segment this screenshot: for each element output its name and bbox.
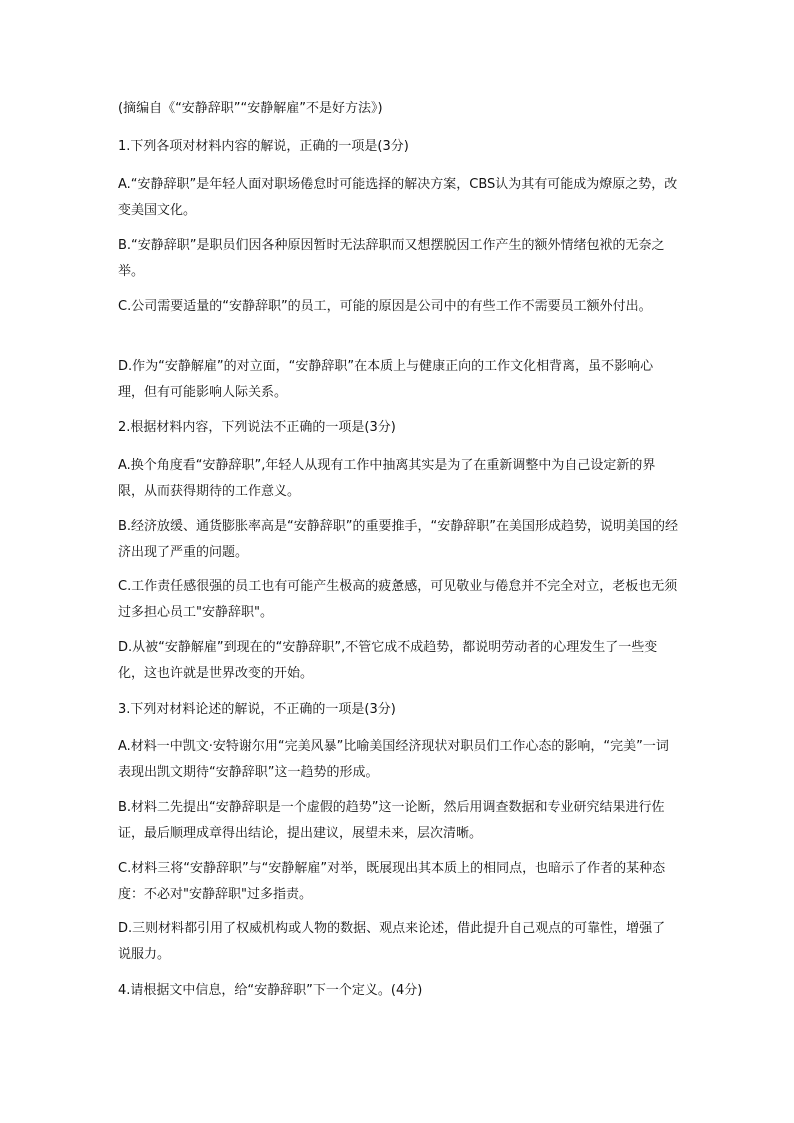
question-2-option-a: A.换个角度看“安静辞职”,年轻人从现有工作中抽离其实是为了在重新调整中为自己设定新的界限，从而获得期待的工作意义。 (118, 458, 656, 499)
question-3-option-c: C.材料三将“安静辞职”与“安静解雇”对举，既展现出其本质上的相同点，也暗示了作者的某种态度：不必对"安静辞职"过多指责。 (118, 861, 666, 902)
question-1-option-d: D.作为“安静解雇”的对立面，“安静辞职”在本质上与健康正向的工作文化相背离，虽不影响心理，但有可能影响人际关系。 (118, 359, 654, 400)
question-1-option-b: B.“安静辞职”是职员们因各种原因暂时无法辞职而又想摆脱因工作产生的额外情绪包袱的无奈之举。 (118, 238, 665, 279)
question-1-option-c: C.公司需要适量的“安静辞职”的员工，可能的原因是公司中的有些工作不需要员工额外付出。 (118, 299, 652, 314)
question-2-option-c: C.工作责任感很强的员工也有可能产生极高的疲惫感，可见敬业与倦怠并不完全对立，老板也无须过多担心员工"安静辞职"。 (118, 579, 678, 620)
question-3-option-a: A.材料一中凯文·安特谢尔用“完美风暴”比喻美国经济现状对职员们工作心态的影响，“完美”一词表现出凯文期待“安静辞职”这一趋势的形成。 (118, 739, 669, 780)
question-3-stem: 3.下列对材料论述的解说，不正确的一项是(3分) (118, 702, 396, 717)
question-1-option-a: A.“安静辞职”是年轻人面对职场倦怠时可能选择的解决方案，CBS认为其有可能成为燎原之势，改变美国文化。 (118, 177, 678, 218)
question-3-option-d: D.三则材料都引用了权威机构或人物的数据、观点来论述，借此提升自己观点的可靠性，增强了说服力。 (118, 921, 666, 962)
question-3-option-b: B.材料二先提出“安静辞职是一个虚假的趋势”这一论断，然后用调查数据和专业研究结果进行佐证，最后顺理成章得出结论，提出建议，展望未来，层次清晰。 (118, 800, 665, 841)
question-2-option-b: B.经济放缓、通货膨胀率高是“安静辞职”的重要推手，“安静辞职”在美国形成趋势，说明美国的经济出现了严重的问题。 (118, 519, 678, 560)
question-4-stem: 4.请根据文中信息，给“安静辞职”下一个定义。(4分) (118, 983, 423, 998)
question-2-option-d: D.从被“安静解雇”到现在的“安静辞职”,不管它成不成趋势，都说明劳动者的心理发生了一些变化，这也许就是世界改变的开始。 (118, 640, 658, 681)
question-1-stem: 1.下列各项对材料内容的解说，正确的一项是(3分) (118, 139, 409, 154)
question-2-stem: 2.根据材料内容，下列说法不正确的一项是(3分) (118, 420, 396, 435)
source-citation: (摘编自《“安静辞职”“安静解雇”不是好方法》) (118, 101, 383, 116)
